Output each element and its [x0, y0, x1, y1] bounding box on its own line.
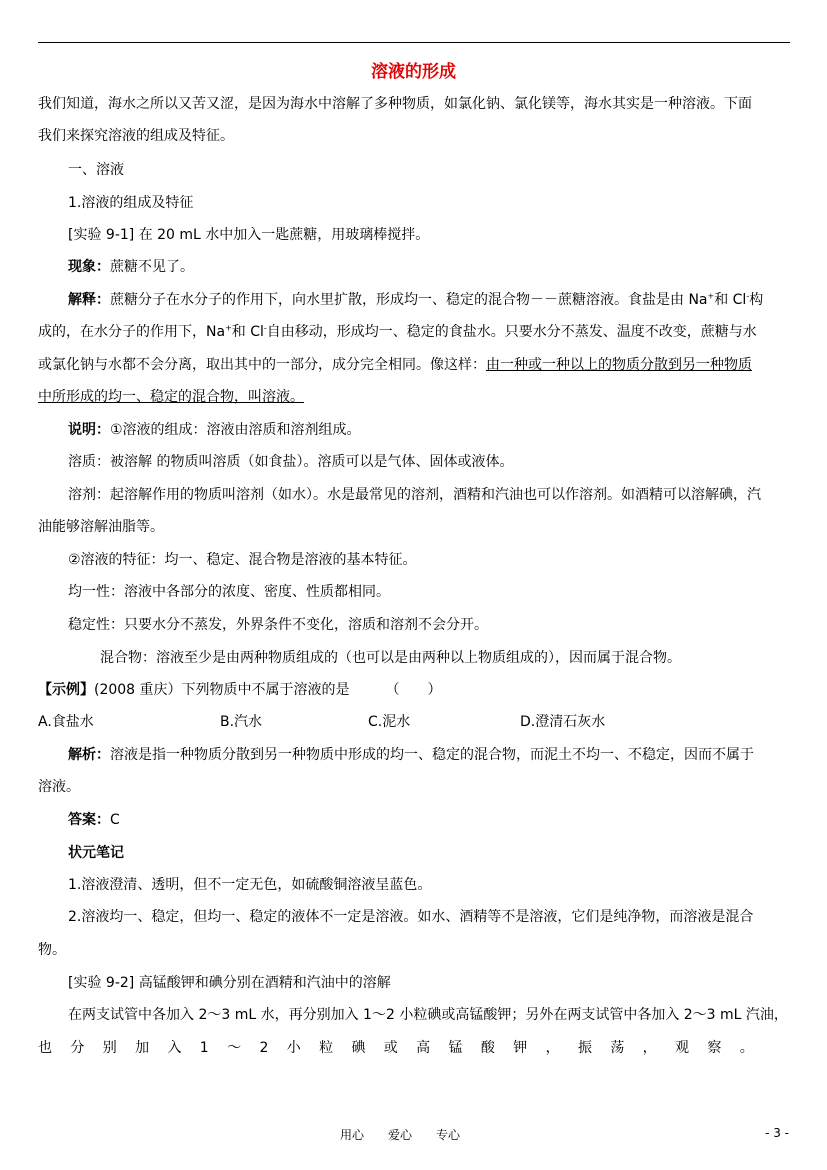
superscript: - [263, 323, 267, 333]
analysis-line-1 [68, 745, 754, 765]
footer-word: 用心 [340, 1128, 365, 1142]
spread-char: ～ [227, 1040, 242, 1056]
spread-char: 加 [135, 1040, 150, 1056]
note-1: 1.溶液澄清、透明，但不一定无色，如硫酸铜溶液呈蓝色。 [68, 877, 432, 893]
subsection-heading: 1.溶液的组成及特征 [68, 195, 194, 211]
spread-char: 也 [38, 1040, 52, 1056]
mixture-line: 混合物：溶液至少是由两种物质组成的（也可以是由两种以上物质组成的），因而属于混合物。 [100, 650, 681, 666]
analysis-line-2: 溶液。 [38, 779, 80, 795]
explain-text: 和 Cl [714, 292, 747, 308]
spread-char: 。 [739, 1040, 754, 1056]
definition-underlined: 中所形成的均一、稳定的混合物，叫溶液。 [38, 389, 304, 405]
explain-line-3 [38, 355, 752, 375]
spread-char: 振 [577, 1040, 592, 1056]
uniformity-line: 均一性：溶液中各部分的浓度、密度、性质都相同。 [68, 584, 390, 600]
answer-blank: （ ） [385, 682, 442, 698]
answer-text: C [110, 812, 120, 828]
spread-char: 别 [102, 1040, 117, 1056]
intro-line-1: 我们知道，海水之所以又苦又涩，是因为海水中溶解了多种物质，如氯化钠、氯化镁等，海水其实是一种溶液。下面 [38, 96, 752, 112]
header-rule [38, 42, 790, 43]
example-text: (2008 重庆）下列物质中不属于溶液的是 [94, 682, 350, 698]
explain-text: 蔗糖分子在水分子的作用下，向水里扩散，形成均一、稳定的混合物－－蔗糖溶液。食盐是由 Na [110, 292, 708, 308]
explain-line-2 [38, 322, 757, 342]
options-row [38, 712, 638, 732]
spread-char: 荡 [610, 1040, 625, 1056]
spread-char: 酸 [480, 1040, 495, 1056]
option-d: D.澄清石灰水 [520, 714, 606, 730]
superscript: + [707, 291, 715, 301]
option-c: C.泥水 [368, 714, 411, 730]
phenomenon-text: 蔗糖不见了。 [110, 259, 194, 275]
explain-label: 解释： [68, 292, 110, 308]
note-label: 说明： [68, 422, 110, 438]
phenomenon-label: 现象： [68, 259, 110, 275]
analysis-label: 解析： [68, 747, 110, 763]
feature-line: ②溶液的特征：均一、稳定、混合物是溶液的基本特征。 [68, 552, 417, 568]
experiment-1: [实验 9-1] 在 20 mL 水中加入一匙蔗糖，用玻璃棒搅拌。 [68, 227, 430, 243]
phenomenon [68, 257, 194, 277]
explain-text: 成的，在水分子的作用下，Na [38, 324, 226, 340]
spread-char: 入 [167, 1040, 182, 1056]
spread-char: 高 [416, 1040, 431, 1056]
experiment-2-text: 在两支试管中各加入 2～3 mL 水，再分别加入 1～2 小粒碘或高锰酸钾；另外在两支试管中各加入 2～3 mL 汽油， [68, 1007, 788, 1023]
section-heading: 一、溶液 [68, 162, 124, 178]
definition-underlined: 由一种或一种以上的物质分散到另一种物质 [486, 357, 752, 373]
spread-char: 钾 [513, 1040, 528, 1056]
note-line [68, 420, 361, 440]
solvent-line-2: 油能够溶解油脂等。 [38, 519, 164, 535]
experiment-2-spread-line [38, 1038, 754, 1058]
explain-text: 和 Cl [231, 324, 264, 340]
experiment-2: [实验 9-2] 高锰酸钾和碘分别在酒精和汽油中的溶解 [68, 975, 391, 991]
spread-char: 碘 [351, 1040, 366, 1056]
spread-char: 锰 [448, 1040, 463, 1056]
example-label: 【示例】 [38, 682, 94, 698]
page-number: - 3 - [765, 1126, 789, 1140]
spread-char: 或 [383, 1040, 398, 1056]
footer-word: 专心 [436, 1128, 461, 1142]
answer-line [68, 810, 120, 830]
solvent-line-1: 溶剂：起溶解作用的物质叫溶剂（如水）。水是最常见的溶剂，酒精和汽油也可以作溶剂。如酒精可以溶解碘，汽 [68, 487, 761, 503]
spread-char: 1 [199, 1040, 209, 1056]
intro-line-2: 我们来探究溶液的组成及特征。 [38, 128, 234, 144]
option-a: A.食盐水 [38, 714, 94, 730]
explain-line-1 [68, 290, 763, 310]
note-2-line-2: 物。 [38, 942, 66, 958]
footer-motto [340, 1126, 484, 1143]
note-text: ①溶液的组成：溶液由溶质和溶剂组成。 [110, 422, 361, 438]
explain-text: 构 [749, 292, 764, 308]
solute-line: 溶质：被溶解 的物质叫溶质（如食盐）。溶质可以是气体、固体或液体。 [68, 454, 514, 470]
spread-char: 2 [259, 1040, 269, 1056]
spread-char: 分 [70, 1040, 85, 1056]
analysis-text: 溶液是指一种物质分散到另一种物质中形成的均一、稳定的混合物，而泥土不均一、不稳定，因而不属于 [110, 747, 754, 763]
option-b: B.汽水 [220, 714, 263, 730]
explain-text: 自由移动，形成均一、稳定的食盐水。只要水分不蒸发、温度不改变，蔗糖与水 [266, 324, 757, 340]
page-title: 溶液的形成 [371, 62, 456, 82]
explain-text: 或氯化钠与水都不会分离，取出其中的一部分，成分完全相同。像这样： [38, 357, 486, 373]
spread-char: 观 [675, 1040, 690, 1056]
spread-char: 粒 [319, 1040, 334, 1056]
answer-label: 答案： [68, 812, 110, 828]
spread-char: ， [545, 1040, 560, 1056]
notes-title: 状元笔记 [68, 845, 124, 861]
spread-char: ， [642, 1040, 657, 1056]
spread-char: 小 [286, 1040, 301, 1056]
note-2-line-1: 2.溶液均一、稳定，但均一、稳定的液体不一定是溶液。如水、酒精等不是溶液，它们是纯净物，而溶液是混合 [68, 909, 754, 925]
superscript: - [746, 291, 750, 301]
explain-line-4 [38, 387, 304, 407]
footer-word: 爱心 [388, 1128, 413, 1142]
spread-char: 察 [707, 1040, 722, 1056]
example-line [38, 680, 442, 700]
stability-line: 稳定性：只要水分不蒸发，外界条件不变化，溶质和溶剂不会分开。 [68, 617, 488, 633]
superscript: + [225, 323, 232, 333]
